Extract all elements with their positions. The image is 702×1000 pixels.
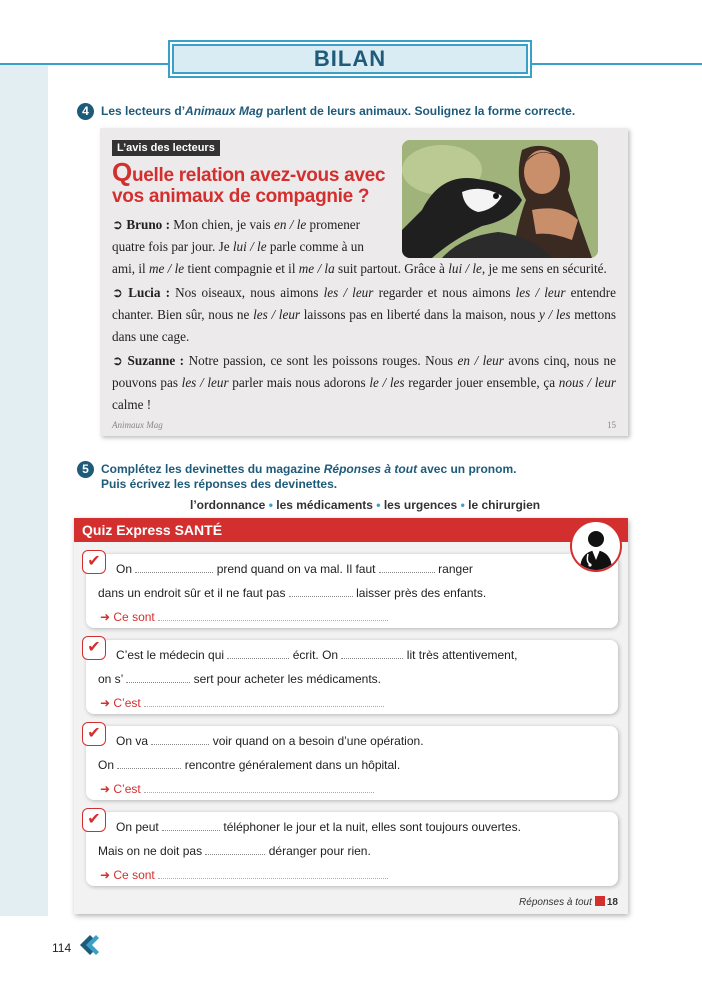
exercise-5-number: 5 [77, 461, 94, 478]
check-icon: ✔ [82, 636, 106, 660]
riddle-4-line-1: On peut téléphoner le jour et la nuit, elles sont toujours ouvertes. [116, 820, 521, 834]
quiz-header [74, 518, 628, 542]
answer-field[interactable] [158, 610, 388, 621]
suzanne-paragraph: ➲ Suzanne : Notre passion, ce sont les poissons rouges. Nous en / leur avons cinq, nous ne pouvons pas les / leur parler mais nous adorons le / les regarder jouer ensemble, ça nous / leur calme ! [112, 353, 616, 412]
check-icon: ✔ [82, 550, 106, 574]
blank-field[interactable] [126, 672, 190, 683]
blank-field[interactable] [341, 648, 403, 659]
blank-field[interactable] [162, 820, 220, 831]
reader-opinion-article [100, 128, 628, 436]
quiz-body [74, 542, 628, 914]
exercise-4-number: 4 [77, 103, 94, 120]
check-icon: ✔ [82, 722, 106, 746]
riddle-card-1 [86, 554, 618, 628]
bruno-paragraph-cont: ami, il me / le tient compagnie et il me / la suit partout. Grâce à lui / le, je me sens en sécurité. [112, 261, 607, 276]
riddle-3-answer: ➜ C’est [100, 782, 374, 796]
riddle-1-answer: ➜ Ce sont [100, 610, 388, 624]
word-bank-item: les urgences [383, 498, 458, 512]
article-page-number: 15 [607, 420, 616, 430]
word-bank: l’ordonnance • les médicaments • les urgences • le chirurgien [190, 498, 541, 512]
blank-field[interactable] [135, 562, 213, 573]
page-title: BILAN [313, 46, 387, 71]
word-bank-item: l’ordonnance [190, 498, 266, 512]
man-with-dog-photo [402, 140, 598, 258]
riddle-3-line-2: On rencontre généralement dans un hôpital. [98, 758, 401, 772]
blank-field[interactable] [205, 844, 265, 855]
blank-field[interactable] [379, 562, 435, 573]
blank-field[interactable] [117, 758, 181, 769]
riddle-card-2 [86, 640, 618, 714]
riddle-card-3 [86, 726, 618, 800]
exercise-5-instruction: Complétez les devinettes du magazine Réponses à tout avec un pronom. Puis écrivez les réponses des devinettes. [101, 462, 517, 491]
word-bank-item: les médicaments [276, 498, 373, 512]
riddle-2-line-1: C’est le médecin qui écrit. On lit très attentivement, [116, 648, 518, 662]
riddle-4-answer: ➜ Ce sont [100, 868, 388, 882]
exercise-4-instruction: Les lecteurs d’Animaux Mag parlent de leurs animaux. Soulignez la forme correcte. [101, 104, 576, 118]
blank-field[interactable] [227, 648, 289, 659]
quiz-source: Réponses à tout 18 [519, 897, 618, 908]
article-tag: L’avis des lecteurs [112, 140, 220, 156]
back-chevron-icon [78, 933, 100, 957]
riddle-1-line-1: On prend quand on va mal. Il faut ranger [116, 562, 473, 576]
quiz-box [74, 518, 628, 914]
riddle-card-4 [86, 812, 618, 886]
doctor-icon [570, 520, 622, 572]
riddle-3-line-1: On va voir quand on a besoin d’une opération. [116, 734, 424, 748]
article-source: Animaux Mag [112, 420, 163, 430]
riddle-2-answer: ➜ C’est [100, 696, 384, 710]
blank-field[interactable] [151, 734, 209, 745]
article-headline: Quelle relation avez-vous avec vos animaux de compagnie ? [112, 157, 386, 207]
left-margin-band [0, 64, 48, 916]
lucia-paragraph: ➲ Lucia : Nos oiseaux, nous aimons les / leur regarder et nous aimons les / leur entendre chanter. Bien sûr, nous ne les / leur laissons pas en liberté dans la maison, nous y / les mettons dans une cage. [112, 285, 617, 344]
word-bank-item: le chirurgien [468, 498, 541, 512]
check-icon: ✔ [82, 808, 106, 832]
blank-field[interactable] [289, 586, 353, 597]
bruno-paragraph: ➲ Bruno : Mon chien, je vais en / le promener quatre fois par jour. Je lui / le parle comme à un [112, 217, 364, 254]
answer-field[interactable] [158, 868, 388, 879]
answer-field[interactable] [144, 696, 384, 707]
riddle-1-line-2: dans un endroit sûr et il ne faut pas laisser près des enfants. [98, 586, 487, 600]
riddle-4-line-2: Mais on ne doit pas déranger pour rien. [98, 844, 371, 858]
page-number: 114 [52, 941, 72, 955]
quiz-title: Quiz Express SANTÉ [82, 522, 223, 538]
page-title-banner [172, 44, 528, 74]
answer-field[interactable] [144, 782, 374, 793]
riddle-2-line-2: on s’ sert pour acheter les médicaments. [98, 672, 382, 686]
